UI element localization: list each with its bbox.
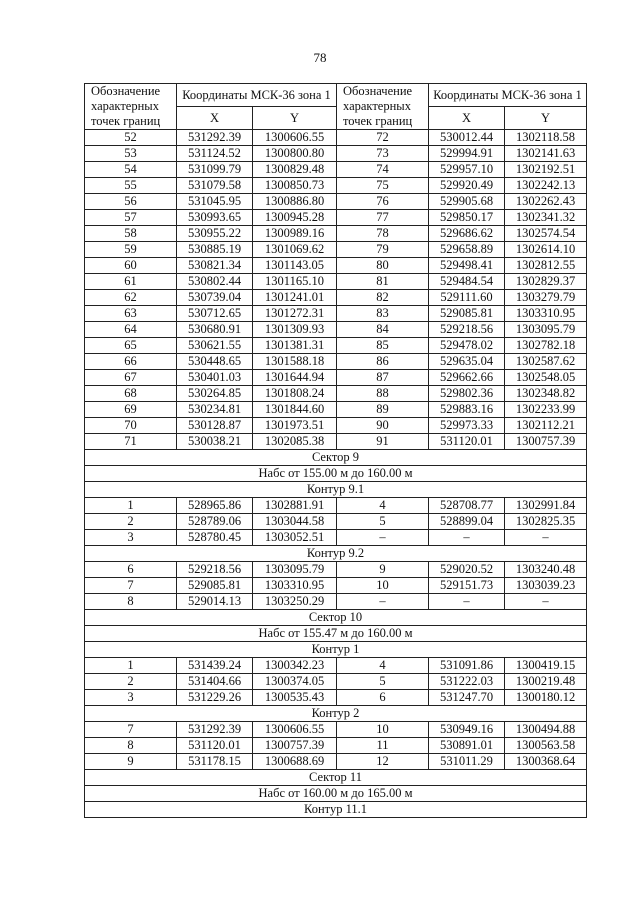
y-left-cell: 1300606.55 bbox=[253, 130, 337, 146]
contour-title: Контур 2 bbox=[85, 706, 587, 722]
x-right-cell: 529850.17 bbox=[429, 210, 505, 226]
y-right-cell: 1300563.58 bbox=[505, 738, 587, 754]
point-left-cell: 62 bbox=[85, 290, 177, 306]
y-left-cell: 1301309.93 bbox=[253, 322, 337, 338]
y-left-cell: 1303310.95 bbox=[253, 578, 337, 594]
point-right-cell: 10 bbox=[337, 578, 429, 594]
y-right-cell: 1302614.10 bbox=[505, 242, 587, 258]
point-right-cell: 79 bbox=[337, 242, 429, 258]
y-left-cell: 1300829.48 bbox=[253, 162, 337, 178]
table-row bbox=[85, 434, 587, 450]
point-left-cell: 54 bbox=[85, 162, 177, 178]
y-right-cell: 1302242.13 bbox=[505, 178, 587, 194]
y-header-left: Y bbox=[253, 107, 337, 130]
y-right-cell: 1303095.79 bbox=[505, 322, 587, 338]
point-left-cell: 70 bbox=[85, 418, 177, 434]
contour-title-row bbox=[85, 642, 587, 658]
contour-title: Контур 9.1 bbox=[85, 482, 587, 498]
x-left-cell: 530264.85 bbox=[177, 386, 253, 402]
table-row bbox=[85, 514, 587, 530]
x-right-cell: 529218.56 bbox=[429, 322, 505, 338]
x-right-cell: 529498.41 bbox=[429, 258, 505, 274]
point-left-cell: 1 bbox=[85, 658, 177, 674]
x-left-cell: 531045.95 bbox=[177, 194, 253, 210]
x-right-cell: 529658.89 bbox=[429, 242, 505, 258]
point-right-cell: 73 bbox=[337, 146, 429, 162]
x-right-cell: 531247.70 bbox=[429, 690, 505, 706]
point-right-cell: 90 bbox=[337, 418, 429, 434]
y-right-cell: 1302112.21 bbox=[505, 418, 587, 434]
sector-title-row bbox=[85, 610, 587, 626]
x-left-cell: 530802.44 bbox=[177, 274, 253, 290]
point-left-cell: 8 bbox=[85, 738, 177, 754]
table-row bbox=[85, 594, 587, 610]
y-right-cell: 1302991.84 bbox=[505, 498, 587, 514]
table-row bbox=[85, 562, 587, 578]
point-left-cell: 52 bbox=[85, 130, 177, 146]
point-left-cell: 9 bbox=[85, 754, 177, 770]
table-row bbox=[85, 722, 587, 738]
contour-title-row bbox=[85, 802, 587, 818]
point-left-cell: 1 bbox=[85, 498, 177, 514]
point-left-cell: 71 bbox=[85, 434, 177, 450]
sector-title: Сектор 9 bbox=[85, 450, 587, 466]
y-header-right: Y bbox=[505, 107, 587, 130]
x-header-left: X bbox=[177, 107, 253, 130]
x-right-cell: 528899.04 bbox=[429, 514, 505, 530]
y-right-cell: 1302141.63 bbox=[505, 146, 587, 162]
x-right-cell: 529994.91 bbox=[429, 146, 505, 162]
point-left-cell: 68 bbox=[85, 386, 177, 402]
table-row bbox=[85, 418, 587, 434]
x-left-cell: 531404.66 bbox=[177, 674, 253, 690]
sector-range: Набс от 155.00 м до 160.00 м bbox=[85, 466, 587, 482]
point-left-cell: 7 bbox=[85, 722, 177, 738]
point-right-cell: 76 bbox=[337, 194, 429, 210]
y-left-cell: 1301381.31 bbox=[253, 338, 337, 354]
table-row bbox=[85, 674, 587, 690]
y-right-cell: 1300219.48 bbox=[505, 674, 587, 690]
y-right-cell: 1302192.51 bbox=[505, 162, 587, 178]
x-left-cell: 530712.65 bbox=[177, 306, 253, 322]
x-left-cell: 530680.91 bbox=[177, 322, 253, 338]
coords-header-right: Координаты МСК-36 зона 1 bbox=[429, 84, 587, 107]
sector-title: Сектор 10 bbox=[85, 610, 587, 626]
table-row bbox=[85, 530, 587, 546]
point-right-cell: 5 bbox=[337, 674, 429, 690]
table-row bbox=[85, 738, 587, 754]
y-right-cell: 1300419.15 bbox=[505, 658, 587, 674]
x-left-cell: 530621.55 bbox=[177, 338, 253, 354]
sector-range-row bbox=[85, 466, 587, 482]
contour-title-row bbox=[85, 706, 587, 722]
point-right-cell: 74 bbox=[337, 162, 429, 178]
y-right-cell: 1303039.23 bbox=[505, 578, 587, 594]
point-left-cell: 55 bbox=[85, 178, 177, 194]
x-right-cell: 531011.29 bbox=[429, 754, 505, 770]
point-left-cell: 63 bbox=[85, 306, 177, 322]
point-left-cell: 59 bbox=[85, 242, 177, 258]
y-left-cell: 1302881.91 bbox=[253, 498, 337, 514]
x-right-cell: 529883.16 bbox=[429, 402, 505, 418]
y-left-cell: 1301844.60 bbox=[253, 402, 337, 418]
y-left-cell: 1301973.51 bbox=[253, 418, 337, 434]
contour-title-row bbox=[85, 546, 587, 562]
table-row bbox=[85, 130, 587, 146]
y-left-cell: 1300342.23 bbox=[253, 658, 337, 674]
x-left-cell: 530038.21 bbox=[177, 434, 253, 450]
point-right-cell: 85 bbox=[337, 338, 429, 354]
y-left-cell: 1301143.05 bbox=[253, 258, 337, 274]
x-right-cell: 530949.16 bbox=[429, 722, 505, 738]
point-right-cell: 12 bbox=[337, 754, 429, 770]
point-left-cell: 7 bbox=[85, 578, 177, 594]
point-right-cell: 83 bbox=[337, 306, 429, 322]
x-left-cell: 530993.65 bbox=[177, 210, 253, 226]
x-right-cell: 529686.62 bbox=[429, 226, 505, 242]
y-right-cell: 1303310.95 bbox=[505, 306, 587, 322]
point-right-cell: 82 bbox=[337, 290, 429, 306]
y-left-cell: 1301808.24 bbox=[253, 386, 337, 402]
x-left-cell: 530955.22 bbox=[177, 226, 253, 242]
x-left-cell: 530448.65 bbox=[177, 354, 253, 370]
point-right-cell: 75 bbox=[337, 178, 429, 194]
x-right-cell: 528708.77 bbox=[429, 498, 505, 514]
y-right-cell: 1303279.79 bbox=[505, 290, 587, 306]
x-left-cell: 531120.01 bbox=[177, 738, 253, 754]
table-row bbox=[85, 290, 587, 306]
y-right-cell: 1300180.12 bbox=[505, 690, 587, 706]
x-right-cell: 531120.01 bbox=[429, 434, 505, 450]
point-right-cell: 88 bbox=[337, 386, 429, 402]
y-left-cell: 1303044.58 bbox=[253, 514, 337, 530]
point-right-cell: 72 bbox=[337, 130, 429, 146]
x-right-cell: 529635.04 bbox=[429, 354, 505, 370]
table-row bbox=[85, 690, 587, 706]
point-left-cell: 61 bbox=[85, 274, 177, 290]
x-left-cell: 531292.39 bbox=[177, 722, 253, 738]
y-left-cell: 1300989.16 bbox=[253, 226, 337, 242]
table-header bbox=[85, 84, 587, 130]
point-left-cell: 66 bbox=[85, 354, 177, 370]
contour-title: Контур 1 bbox=[85, 642, 587, 658]
y-right-cell: 1302812.55 bbox=[505, 258, 587, 274]
contour-title-row bbox=[85, 482, 587, 498]
point-left-cell: 56 bbox=[85, 194, 177, 210]
y-left-cell: 1300688.69 bbox=[253, 754, 337, 770]
sector-title: Сектор 11 bbox=[85, 770, 587, 786]
point-right-cell: 77 bbox=[337, 210, 429, 226]
y-left-cell: 1301165.10 bbox=[253, 274, 337, 290]
x-left-cell: 530234.81 bbox=[177, 402, 253, 418]
sector-title-row bbox=[85, 450, 587, 466]
x-left-cell: 531439.24 bbox=[177, 658, 253, 674]
y-left-cell: 1301069.62 bbox=[253, 242, 337, 258]
point-right-cell: 91 bbox=[337, 434, 429, 450]
point-right-cell: – bbox=[337, 594, 429, 610]
table-row bbox=[85, 210, 587, 226]
y-left-cell: 1303095.79 bbox=[253, 562, 337, 578]
point-right-cell: 4 bbox=[337, 498, 429, 514]
x-left-cell: 529218.56 bbox=[177, 562, 253, 578]
coordinates-table bbox=[84, 83, 587, 818]
y-left-cell: 1300800.80 bbox=[253, 146, 337, 162]
point-right-cell: 86 bbox=[337, 354, 429, 370]
x-left-cell: 530401.03 bbox=[177, 370, 253, 386]
table-row bbox=[85, 754, 587, 770]
point-right-cell: 5 bbox=[337, 514, 429, 530]
x-left-cell: 530821.34 bbox=[177, 258, 253, 274]
table-row bbox=[85, 274, 587, 290]
y-left-cell: 1300886.80 bbox=[253, 194, 337, 210]
y-right-cell: 1302574.54 bbox=[505, 226, 587, 242]
x-left-cell: 529085.81 bbox=[177, 578, 253, 594]
y-right-cell: 1302829.37 bbox=[505, 274, 587, 290]
point-left-cell: 3 bbox=[85, 530, 177, 546]
point-left-cell: 3 bbox=[85, 690, 177, 706]
y-left-cell: 1300850.73 bbox=[253, 178, 337, 194]
table-row bbox=[85, 146, 587, 162]
sector-title-row bbox=[85, 770, 587, 786]
y-right-cell: 1300757.39 bbox=[505, 434, 587, 450]
point-right-cell: 84 bbox=[337, 322, 429, 338]
x-right-cell: 529662.66 bbox=[429, 370, 505, 386]
sector-range: Набс от 160.00 м до 165.00 м bbox=[85, 786, 587, 802]
x-right-cell: 530012.44 bbox=[429, 130, 505, 146]
x-right-cell: 529957.10 bbox=[429, 162, 505, 178]
x-left-cell: 531124.52 bbox=[177, 146, 253, 162]
x-left-cell: 530885.19 bbox=[177, 242, 253, 258]
table-row bbox=[85, 370, 587, 386]
point-right-cell: 89 bbox=[337, 402, 429, 418]
x-left-cell: 530739.04 bbox=[177, 290, 253, 306]
table-row bbox=[85, 194, 587, 210]
x-right-cell: 529973.33 bbox=[429, 418, 505, 434]
point-left-cell: 69 bbox=[85, 402, 177, 418]
y-left-cell: 1303052.51 bbox=[253, 530, 337, 546]
y-left-cell: 1301241.01 bbox=[253, 290, 337, 306]
contour-title: Контур 11.1 bbox=[85, 802, 587, 818]
x-left-cell: 531229.26 bbox=[177, 690, 253, 706]
table-row bbox=[85, 322, 587, 338]
table-row bbox=[85, 354, 587, 370]
y-left-cell: 1300945.28 bbox=[253, 210, 337, 226]
y-right-cell: 1302548.05 bbox=[505, 370, 587, 386]
x-right-cell: 529920.49 bbox=[429, 178, 505, 194]
y-right-cell: 1303240.48 bbox=[505, 562, 587, 578]
point-left-cell: 2 bbox=[85, 514, 177, 530]
y-right-cell: 1302341.32 bbox=[505, 210, 587, 226]
y-left-cell: 1300757.39 bbox=[253, 738, 337, 754]
y-right-cell: 1300368.64 bbox=[505, 754, 587, 770]
x-right-cell: 529802.36 bbox=[429, 386, 505, 402]
table-row bbox=[85, 258, 587, 274]
point-right-cell: 81 bbox=[337, 274, 429, 290]
point-left-cell: 65 bbox=[85, 338, 177, 354]
x-right-cell: – bbox=[429, 594, 505, 610]
x-right-cell: – bbox=[429, 530, 505, 546]
y-left-cell: 1301644.94 bbox=[253, 370, 337, 386]
table-row bbox=[85, 178, 587, 194]
x-right-cell: 531222.03 bbox=[429, 674, 505, 690]
x-left-cell: 528965.86 bbox=[177, 498, 253, 514]
y-left-cell: 1300606.55 bbox=[253, 722, 337, 738]
y-left-cell: 1301272.31 bbox=[253, 306, 337, 322]
x-left-cell: 528789.06 bbox=[177, 514, 253, 530]
point-right-cell: 11 bbox=[337, 738, 429, 754]
x-right-cell: 529478.02 bbox=[429, 338, 505, 354]
point-right-cell: 10 bbox=[337, 722, 429, 738]
point-left-cell: 8 bbox=[85, 594, 177, 610]
y-right-cell: 1302348.82 bbox=[505, 386, 587, 402]
point-right-cell: 6 bbox=[337, 690, 429, 706]
point-right-cell: 9 bbox=[337, 562, 429, 578]
x-left-cell: 531079.58 bbox=[177, 178, 253, 194]
x-left-cell: 530128.87 bbox=[177, 418, 253, 434]
x-right-cell: 529020.52 bbox=[429, 562, 505, 578]
y-left-cell: 1300374.05 bbox=[253, 674, 337, 690]
point-right-cell: 4 bbox=[337, 658, 429, 674]
point-left-cell: 64 bbox=[85, 322, 177, 338]
y-left-cell: 1303250.29 bbox=[253, 594, 337, 610]
point-right-cell: 87 bbox=[337, 370, 429, 386]
page-number: 78 bbox=[313, 50, 327, 65]
table-row bbox=[85, 162, 587, 178]
point-left-cell: 60 bbox=[85, 258, 177, 274]
table-row bbox=[85, 402, 587, 418]
x-right-cell: 530891.01 bbox=[429, 738, 505, 754]
x-right-cell: 531091.86 bbox=[429, 658, 505, 674]
y-right-cell: 1302233.99 bbox=[505, 402, 587, 418]
table-row bbox=[85, 226, 587, 242]
point-left-cell: 57 bbox=[85, 210, 177, 226]
point-left-cell: 6 bbox=[85, 562, 177, 578]
table-row bbox=[85, 306, 587, 322]
x-left-cell: 529014.13 bbox=[177, 594, 253, 610]
x-right-cell: 529484.54 bbox=[429, 274, 505, 290]
contour-title: Контур 9.2 bbox=[85, 546, 587, 562]
table-row bbox=[85, 498, 587, 514]
sector-range-row bbox=[85, 786, 587, 802]
point-right-cell: 78 bbox=[337, 226, 429, 242]
table-row bbox=[85, 578, 587, 594]
point-left-cell: 58 bbox=[85, 226, 177, 242]
point-right-cell: – bbox=[337, 530, 429, 546]
x-right-cell: 529151.73 bbox=[429, 578, 505, 594]
y-left-cell: 1302085.38 bbox=[253, 434, 337, 450]
point-left-cell: 67 bbox=[85, 370, 177, 386]
x-right-cell: 529111.60 bbox=[429, 290, 505, 306]
y-right-cell: 1302825.35 bbox=[505, 514, 587, 530]
y-right-cell: – bbox=[505, 594, 587, 610]
y-left-cell: 1300535.43 bbox=[253, 690, 337, 706]
designation-header-right: Обозначение характерных точек границ bbox=[337, 84, 429, 130]
y-right-cell: – bbox=[505, 530, 587, 546]
table-body bbox=[85, 130, 587, 818]
x-left-cell: 531099.79 bbox=[177, 162, 253, 178]
table-row bbox=[85, 658, 587, 674]
sector-range-row bbox=[85, 626, 587, 642]
y-right-cell: 1300494.88 bbox=[505, 722, 587, 738]
table-row bbox=[85, 338, 587, 354]
coords-header-left: Координаты МСК-36 зона 1 bbox=[177, 84, 337, 107]
sector-range: Набс от 155.47 м до 160.00 м bbox=[85, 626, 587, 642]
point-left-cell: 2 bbox=[85, 674, 177, 690]
x-right-cell: 529085.81 bbox=[429, 306, 505, 322]
y-left-cell: 1301588.18 bbox=[253, 354, 337, 370]
x-left-cell: 528780.45 bbox=[177, 530, 253, 546]
designation-header-left: Обозначение характерных точек границ bbox=[85, 84, 177, 130]
point-left-cell: 53 bbox=[85, 146, 177, 162]
y-right-cell: 1302262.43 bbox=[505, 194, 587, 210]
table-row bbox=[85, 242, 587, 258]
table-row bbox=[85, 386, 587, 402]
x-left-cell: 531178.15 bbox=[177, 754, 253, 770]
y-right-cell: 1302118.58 bbox=[505, 130, 587, 146]
y-right-cell: 1302587.62 bbox=[505, 354, 587, 370]
x-right-cell: 529905.68 bbox=[429, 194, 505, 210]
x-left-cell: 531292.39 bbox=[177, 130, 253, 146]
y-right-cell: 1302782.18 bbox=[505, 338, 587, 354]
x-header-right: X bbox=[429, 107, 505, 130]
point-right-cell: 80 bbox=[337, 258, 429, 274]
